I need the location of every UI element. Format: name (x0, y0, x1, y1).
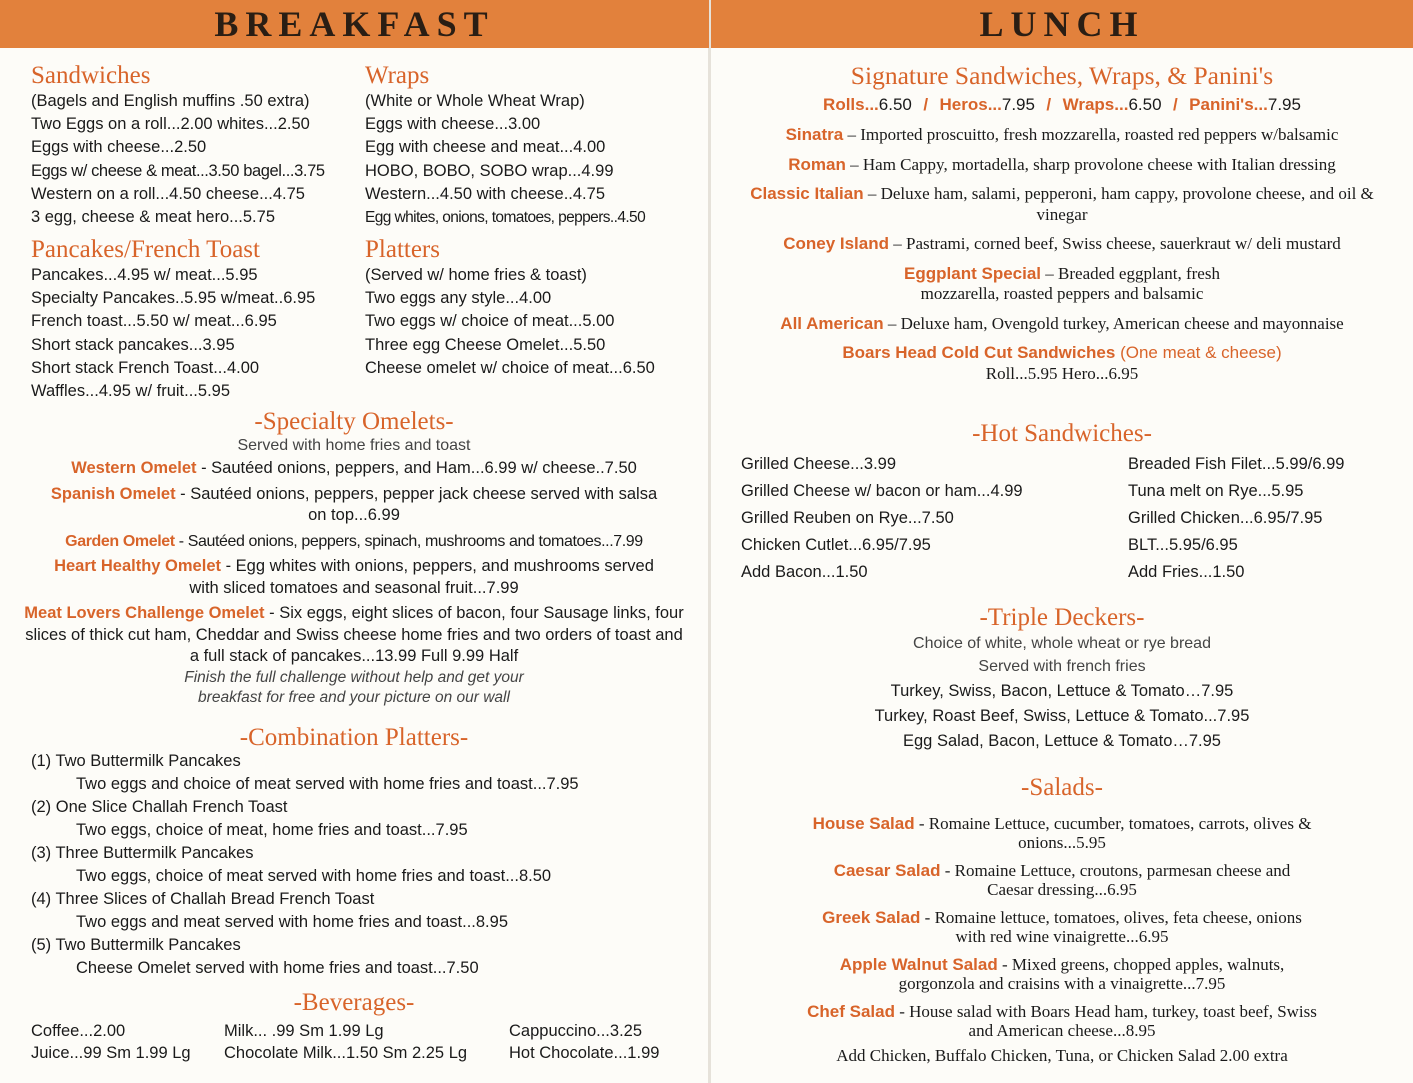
menu-line: Coffee...2.00 (31, 1022, 126, 1040)
price-separator: / (1046, 95, 1052, 114)
sandwiches-section (31, 62, 361, 229)
menu-line: Cheese omelet w/ choice of meat...6.50 (365, 358, 655, 377)
boars-head-prices: Roll...5.95 Hero...6.95 (985, 363, 1139, 383)
menu-line: Chicken Cutlet...6.95/7.95 (741, 536, 931, 554)
section-subtitle: Choice of white, whole wheat or rye bread (913, 635, 1211, 652)
sandwich-desc: – Pastrami, corned beef, Swiss cheese, sauerkraut w/ deli mustard (889, 234, 1341, 253)
section-title: Sandwiches (31, 62, 151, 89)
omelet-item (20, 531, 688, 553)
omelet-name: Meat Lovers Challenge Omelet (24, 604, 265, 622)
sandwich-name: Classic Italian (750, 184, 864, 203)
combo-desc: Two eggs, choice of meat served with home fries and toast...8.50 (76, 867, 552, 885)
menu-line: Egg with cheese and meat...4.00 (365, 138, 606, 157)
combo-title-wrap (20, 724, 688, 752)
price-value: 7.95 (1267, 95, 1301, 114)
menu-line: Grilled Chicken...6.95/7.95 (1128, 509, 1323, 527)
menu-line: Hot Chocolate...1.99 (509, 1044, 660, 1062)
combo-title: (2) One Slice Challah French Toast (31, 798, 288, 816)
omelet-desc: - Sautéed onions, peppers, and Ham...6.99 w/ cheese..7.50 (196, 459, 637, 477)
salad-item (801, 814, 1323, 852)
menu-line: Pancakes...4.95 w/ meat...5.95 (31, 266, 258, 284)
combos-section (31, 750, 691, 980)
sandwich-item (731, 314, 1393, 335)
section-title: -Salads- (1021, 774, 1103, 801)
menu-line: Two eggs any style...4.00 (365, 289, 552, 308)
sandwich-name: Sinatra (785, 125, 844, 144)
salad-item (821, 861, 1303, 899)
menu-line: Two Eggs on a roll...2.00 whites...2.50 (31, 115, 310, 134)
hot-left-col (741, 451, 1121, 586)
omelet-name: Heart Healthy Omelet (54, 557, 221, 575)
signature-price-line (731, 94, 1393, 116)
section-title: Signature Sandwiches, Wraps, & Panini's (850, 61, 1274, 90)
price-label: Heros... (939, 95, 1002, 114)
omelet-name: Garden Omelet (65, 532, 175, 550)
beverages-title-wrap (20, 989, 688, 1017)
section-title: -Beverages- (293, 989, 415, 1016)
menu-line: Egg whites, onions, tomatoes, peppers..4.50 (365, 209, 646, 227)
price-separator: / (923, 95, 929, 114)
salad-desc: - House salad with Boars Head ham, turkey, toast beef, Swiss and American cheese...8.95 (894, 1002, 1317, 1040)
sandwich-name: Roman (788, 154, 846, 174)
salad-item (821, 908, 1303, 946)
menu-line: Short stack French Toast...4.00 (31, 358, 260, 377)
menu-line: Turkey, Swiss, Bacon, Lettuce & Tomato…7.95 (890, 682, 1234, 700)
menu-line: (Bagels and English muffins .50 extra) (31, 92, 310, 110)
sandwich-item (731, 125, 1393, 146)
omelet-item (40, 484, 668, 527)
sandwich-item (741, 184, 1383, 225)
beverages-col-3 (509, 1020, 659, 1064)
section-title: Pancakes/French Toast (31, 236, 260, 263)
price-separator: / (1172, 95, 1178, 114)
menu-line: Tuna melt on Rye...5.95 (1128, 482, 1304, 500)
menu-line: Breaded Fish Filet...5.99/6.99 (1128, 455, 1345, 473)
omelet-item (40, 556, 668, 599)
menu-line: Western...4.50 with cheese..4.75 (365, 184, 605, 203)
salad-desc: - Romaine Lettuce, croutons, parmesan cheese and Caesar dressing...6.95 (940, 861, 1291, 899)
wraps-section (365, 62, 695, 229)
menu-line: Egg Salad, Bacon, Lettuce & Tomato…7.95 (903, 732, 1221, 750)
menu-line: Specialty Pancakes..5.95 w/meat..6.95 (31, 289, 316, 308)
omelet-desc: - Six eggs, eight slices of bacon, four Sausage links, four slices of thick cut ham, Cheddar and Swiss cheese home fries and two orders of toast and a full stack of pancakes...13.99 Full 9.99 Half (25, 604, 684, 665)
price-label: Wraps... (1062, 95, 1129, 114)
sandwich-name: Coney Island (783, 234, 889, 253)
hot-title-wrap (731, 420, 1393, 448)
menu-line: BLT...5.95/6.95 (1128, 536, 1238, 554)
section-title: -Triple Deckers- (979, 604, 1145, 631)
omelet-name: Western Omelet (71, 459, 197, 477)
price-value: 6.50 (878, 95, 912, 114)
menu-line: (White or Whole Wheat Wrap) (365, 92, 585, 110)
challenge-note: Finish the full challenge without help and get your breakfast for free and your picture on our wall (184, 668, 524, 706)
combo-title: (3) Three Buttermilk Pancakes (31, 844, 254, 862)
price-value: 6.50 (1128, 95, 1162, 114)
sandwich-item (731, 234, 1393, 255)
sandwich-name: All American (780, 313, 884, 333)
menu-line: Eggs with cheese...3.00 (365, 115, 541, 134)
sandwich-item (731, 155, 1393, 176)
section-subtitle: Served with home fries and toast (237, 437, 471, 454)
combo-desc: Two eggs and meat served with home fries and toast...8.95 (76, 913, 508, 931)
price-label: Rolls... (823, 95, 879, 114)
combo-title: (4) Three Slices of Challah Bread French Toast (31, 890, 375, 908)
sandwich-desc: – Breaded eggplant, fresh mozzarella, roasted peppers and balsamic (920, 263, 1220, 303)
salad-name: Apple Walnut Salad (839, 955, 998, 974)
menu-line: Three egg Cheese Omelet...5.50 (365, 335, 606, 354)
menu-line: Add Fries...1.50 (1128, 563, 1245, 581)
section-title: -Combination Platters- (239, 724, 469, 751)
section-title: -Hot Sandwiches- (972, 420, 1152, 447)
combo-desc: Two eggs and choice of meat served with home fries and toast...7.95 (76, 775, 579, 793)
section-title: Platters (365, 236, 440, 263)
omelet-desc: - Sautéed onions, peppers, pepper jack cheese served with salsa on top...6.99 (175, 484, 658, 524)
signature-section (731, 62, 1393, 384)
omelet-item (20, 603, 688, 668)
omelet-name: Spanish Omelet (50, 484, 176, 503)
price-label: Panini's... (1189, 95, 1268, 114)
sandwich-name: Eggplant Special (904, 263, 1042, 283)
salad-name: House Salad (812, 814, 915, 833)
combo-desc: Two eggs, choice of meat, home fries and toast...7.95 (76, 821, 468, 839)
menu-line: Cappuccino...3.25 (509, 1022, 643, 1040)
menu-line: Eggs w/ cheese & meat...3.50 bagel...3.75 (31, 161, 325, 180)
omelets-section (20, 408, 688, 708)
salads-section (731, 774, 1393, 1067)
sandwich-desc: – Deluxe ham, salami, pepperoni, ham cappy, provolone cheese, and oil & vinegar (863, 184, 1374, 224)
salad-extra: Add Chicken, Buffalo Chicken, Tuna, or Chicken Salad 2.00 extra (836, 1046, 1288, 1065)
salad-desc: - Romaine Lettuce, cucumber, tomatoes, carrots, olives & onions...5.95 (914, 814, 1312, 852)
menu-line: Western on a roll...4.50 cheese...4.75 (31, 184, 305, 203)
menu-line: Waffles...4.95 w/ fruit...5.95 (31, 382, 231, 401)
salad-desc: - Mixed greens, chopped apples, walnuts, gorgonzola and craisins with a vinaigrette...7.95 (898, 955, 1285, 993)
menu-line: Grilled Cheese...3.99 (741, 455, 897, 473)
omelet-item (20, 458, 688, 480)
lunch-page (711, 0, 1413, 1083)
salad-desc: - Romaine lettuce, tomatoes, olives, feta cheese, onions with red wine vinaigrette...6.95 (920, 908, 1302, 946)
menu-line: Grilled Reuben on Rye...7.50 (741, 509, 954, 527)
salad-name: Greek Salad (822, 908, 921, 927)
sandwich-item (891, 264, 1233, 305)
price-value: 7.95 (1001, 95, 1035, 114)
boars-head-item (731, 343, 1393, 364)
breakfast-banner: BREAKFAST (0, 0, 709, 48)
section-title: Wraps (365, 62, 430, 89)
salad-item (811, 955, 1313, 993)
menu-line: Grilled Cheese w/ bacon or ham...4.99 (741, 482, 1023, 500)
beverages-col-2 (224, 1020, 467, 1064)
salad-name: Caesar Salad (833, 861, 941, 880)
pancakes-section (31, 236, 361, 403)
combo-title: (5) Two Buttermilk Pancakes (31, 936, 241, 954)
menu-line: Two eggs w/ choice of meat...5.00 (365, 312, 615, 331)
triple-section (731, 604, 1393, 754)
menu-line: Eggs with cheese...2.50 (31, 138, 207, 157)
omelet-desc: - Sautéed onions, peppers, spinach, mushrooms and tomatoes...7.99 (174, 532, 643, 550)
hot-right-col (1128, 451, 1408, 586)
section-title: -Specialty Omelets- (254, 408, 454, 435)
platters-section (365, 236, 695, 380)
menu-line: Juice...99 Sm 1.99 Lg (31, 1044, 191, 1062)
combo-desc: Cheese Omelet served with home fries and toast...7.50 (76, 959, 479, 977)
menu-line: Add Bacon...1.50 (741, 563, 868, 581)
beverages-col-1 (31, 1020, 191, 1064)
boars-head-note: (One meat & cheese) (1115, 343, 1282, 362)
omelet-desc: - Egg whites with onions, peppers, and mushrooms served with sliced tomatoes and seasonal fruit...7.99 (189, 557, 654, 597)
lunch-banner: LUNCH (711, 0, 1413, 48)
salad-name: Chef Salad (807, 1002, 895, 1021)
sandwich-desc: – Deluxe ham, Ovengold turkey, American cheese and mayonnaise (883, 313, 1344, 333)
menu-line: Chocolate Milk...1.50 Sm 2.25 Lg (224, 1044, 468, 1062)
menu-line: HOBO, BOBO, SOBO wrap...4.99 (365, 161, 614, 180)
menu-line: (Served w/ home fries & toast) (365, 266, 587, 284)
menu-line: Short stack pancakes...3.95 (31, 335, 235, 354)
salad-item (801, 1002, 1323, 1040)
menu-line: 3 egg, cheese & meat hero...5.75 (31, 208, 275, 227)
combo-title: (1) Two Buttermilk Pancakes (31, 752, 241, 770)
menu-line: Turkey, Roast Beef, Swiss, Lettuce & Tomato...7.95 (874, 707, 1250, 725)
sandwich-desc: – Imported proscuitto, fresh mozzarella, roasted red peppers w/balsamic (843, 125, 1339, 144)
menu-line: French toast...5.50 w/ meat...6.95 (31, 312, 277, 331)
boars-head-title: Boars Head Cold Cut Sandwiches (842, 343, 1116, 362)
sandwich-desc: – Ham Cappy, mortadella, sharp provolone cheese with Italian dressing (845, 154, 1336, 174)
section-subtitle: Served with french fries (978, 658, 1146, 675)
menu-line: Milk... .99 Sm 1.99 Lg (224, 1022, 384, 1040)
